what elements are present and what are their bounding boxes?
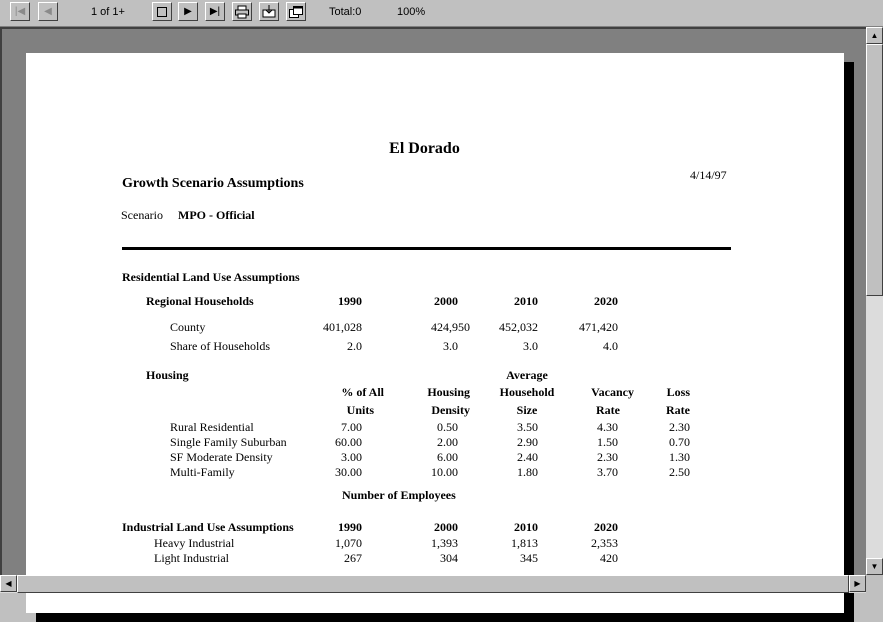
- housing-cell: 1.30: [669, 450, 690, 464]
- export-icon: [262, 5, 276, 18]
- report-title: El Dorado: [389, 140, 460, 157]
- housing-cell: 30.00: [335, 465, 362, 479]
- res-row-label: County: [170, 320, 206, 334]
- scroll-left-icon: ◀: [5, 579, 12, 588]
- prev-page-icon: ◀: [44, 5, 52, 17]
- employees-label: Number of Employees: [342, 488, 456, 502]
- housing-col-header: Units: [346, 403, 374, 417]
- res-cell: 2.0: [347, 339, 362, 353]
- ind-year-header: 2010: [514, 520, 538, 534]
- res-cell: 471,420: [579, 320, 618, 334]
- housing-cell: 3.50: [517, 420, 538, 434]
- housing-col-header: Household: [499, 385, 555, 399]
- report-viewport: [0, 27, 866, 575]
- last-page-button[interactable]: [205, 2, 225, 21]
- last-page-icon: ▶|: [209, 5, 221, 17]
- scroll-left-button[interactable]: [0, 575, 17, 592]
- housing-heading: Housing: [146, 368, 189, 382]
- scroll-corner: [866, 575, 883, 593]
- report-date: 4/14/97: [690, 168, 727, 182]
- res-cell: 3.0: [523, 339, 538, 353]
- housing-col-header: Rate: [666, 403, 690, 417]
- housing-col-header: Size: [516, 403, 538, 417]
- housing-cell: 2.90: [517, 435, 538, 449]
- res-year-header: 1990: [338, 294, 362, 308]
- housing-col-header: Vacancy: [591, 385, 634, 399]
- industrial-heading: Industrial Land Use Assumptions: [122, 520, 294, 534]
- total-records: Total:0: [329, 6, 362, 18]
- ind-year-header: 1990: [338, 520, 362, 534]
- next-page-button[interactable]: [178, 2, 198, 21]
- scenario-value: MPO - Official: [178, 208, 255, 222]
- housing-col-header: Density: [431, 403, 470, 417]
- ind-row-label: Light Industrial: [154, 551, 229, 565]
- vertical-scrollbar[interactable]: [866, 27, 883, 575]
- res-year-header: 2010: [514, 294, 538, 308]
- page-indicator: 1 of 1+: [91, 6, 125, 18]
- scenario-label: Scenario: [121, 208, 163, 222]
- housing-row-label: SF Moderate Density: [170, 450, 273, 464]
- housing-col-header: Loss: [666, 385, 690, 399]
- horizontal-scrollbar[interactable]: [0, 575, 866, 593]
- res-row-label: Share of Households: [170, 339, 270, 353]
- res-cell: 452,032: [499, 320, 538, 334]
- scroll-up-icon: ▲: [870, 31, 879, 40]
- zoom-level: 100%: [397, 6, 426, 18]
- housing-cell: 6.00: [437, 450, 458, 464]
- res-cell: 4.0: [603, 339, 618, 353]
- stop-icon: [157, 7, 167, 17]
- ind-cell: 2,353: [591, 536, 618, 550]
- housing-cell: 2.50: [669, 465, 690, 479]
- housing-cell: 2.00: [437, 435, 458, 449]
- housing-col-header: Average: [506, 368, 548, 382]
- housing-cell: 3.70: [597, 465, 618, 479]
- stop-button[interactable]: [152, 2, 172, 21]
- housing-cell: 1.50: [597, 435, 618, 449]
- ind-cell: 304: [440, 551, 458, 565]
- ind-cell: 267: [344, 551, 362, 565]
- res-cell: 424,950: [431, 320, 470, 334]
- ind-cell: 345: [520, 551, 538, 565]
- export-button[interactable]: [259, 2, 279, 21]
- housing-cell: 60.00: [335, 435, 362, 449]
- first-page-button[interactable]: [10, 2, 30, 21]
- housing-cell: 2.40: [517, 450, 538, 464]
- housing-cell: 0.70: [669, 435, 690, 449]
- scroll-down-icon: ▼: [870, 562, 879, 571]
- residential-heading: Residential Land Use Assumptions: [122, 270, 300, 284]
- print-icon: [235, 6, 249, 18]
- housing-col-header: % of All: [341, 385, 384, 399]
- housing-cell: 0.50: [437, 420, 458, 434]
- ind-year-header: 2020: [594, 520, 618, 534]
- ind-cell: 1,393: [431, 536, 458, 550]
- horizontal-scroll-thumb[interactable]: [17, 575, 849, 593]
- window-button[interactable]: [286, 2, 306, 21]
- ind-row-label: Heavy Industrial: [154, 536, 235, 550]
- report-viewer-toolbar: [0, 0, 883, 27]
- housing-row-label: Multi-Family: [170, 465, 235, 479]
- res-year-header: 2000: [434, 294, 458, 308]
- housing-col-header: Rate: [596, 403, 620, 417]
- housing-cell: 7.00: [341, 420, 362, 434]
- ind-cell: 1,070: [335, 536, 362, 550]
- housing-cell: 1.80: [517, 465, 538, 479]
- housing-row-label: Rural Residential: [170, 420, 254, 434]
- housing-cell: 4.30: [597, 420, 618, 434]
- next-page-icon: ▶: [184, 5, 192, 17]
- housing-cell: 10.00: [431, 465, 458, 479]
- housing-cell: 2.30: [669, 420, 690, 434]
- housing-cell: 3.00: [341, 450, 362, 464]
- prev-page-button[interactable]: [38, 2, 58, 21]
- ind-cell: 1,813: [511, 536, 538, 550]
- res-year-header: 2020: [594, 294, 618, 308]
- res-cell: 3.0: [443, 339, 458, 353]
- res-cell: 401,028: [323, 320, 362, 334]
- regional-households-label: Regional Households: [146, 294, 254, 308]
- ind-year-header: 2000: [434, 520, 458, 534]
- report-page: [26, 53, 844, 613]
- scroll-right-button[interactable]: [849, 575, 866, 592]
- report-subtitle: Growth Scenario Assumptions: [122, 176, 304, 191]
- print-button[interactable]: [232, 2, 252, 21]
- ind-cell: 420: [600, 551, 618, 565]
- housing-cell: 2.30: [597, 450, 618, 464]
- scroll-down-button[interactable]: [866, 558, 883, 575]
- window-icon: [289, 6, 303, 18]
- scroll-right-icon: ▶: [854, 579, 861, 588]
- vertical-scroll-thumb[interactable]: [866, 44, 883, 296]
- housing-row-label: Single Family Suburban: [170, 435, 287, 449]
- scroll-up-button[interactable]: [866, 27, 883, 44]
- header-divider: [122, 247, 731, 250]
- housing-col-header: Housing: [427, 385, 470, 399]
- first-page-icon: |◀: [14, 5, 26, 17]
